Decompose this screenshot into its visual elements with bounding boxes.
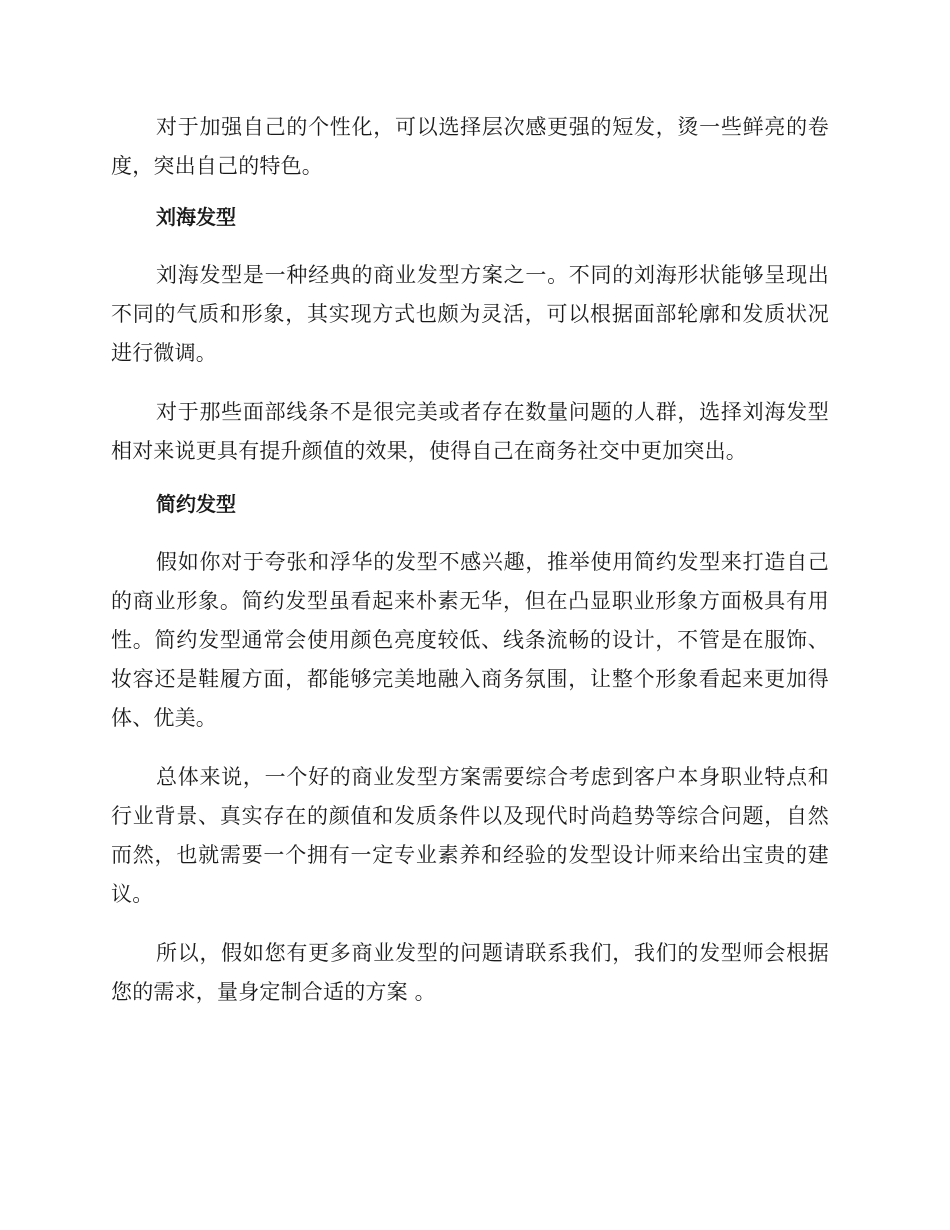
body-paragraph: 对于加强自己的个性化，可以选择层次感更强的短发，烫一些鲜亮的卷度，突出自己的特色。 <box>111 115 829 178</box>
body-paragraph: 所以，假如您有更多商业发型的问题请联系我们，我们的发型师会根据您的需求，量身定制合适的方案 。 <box>111 941 829 1004</box>
section-heading-simple-style: 简约发型 <box>156 492 236 516</box>
body-paragraph: 刘海发型是一种经典的商业发型方案之一。不同的刘海形状能够呈现出不同的气质和形象，其实现方式也颇为灵活，可以根据面部轮廓和发质状况进行微调。 <box>111 263 829 365</box>
body-paragraph: 对于那些面部线条不是很完美或者存在数量问题的人群，选择刘海发型相对来说更具有提升颜值的效果，使得自己在商务社交中更加突出。 <box>111 400 829 463</box>
body-paragraph: 总体来说，一个好的商业发型方案需要综合考虑到客户本身职业特点和行业背景、真实存在的颜值和发质条件以及现代时尚趋势等综合问题，自然而然，也就需要一个拥有一定专业素养和经验的发型设计师来给出宝贵的建议。 <box>111 765 829 906</box>
body-paragraph: 假如你对于夸张和浮华的发型不感兴趣，推举使用简约发型来打造自己的商业形象。简约发型虽看起来朴素无华，但在凸显职业形象方面极具有用性。简约发型通常会使用颜色亮度较低、线条流畅的设计，不管是在服饰、妆容还是鞋履方面，都能够完美地融入商务氛围，让整个形象看起来更加得体、优美。 <box>111 550 829 730</box>
section-heading-bangs: 刘海发型 <box>156 205 236 229</box>
